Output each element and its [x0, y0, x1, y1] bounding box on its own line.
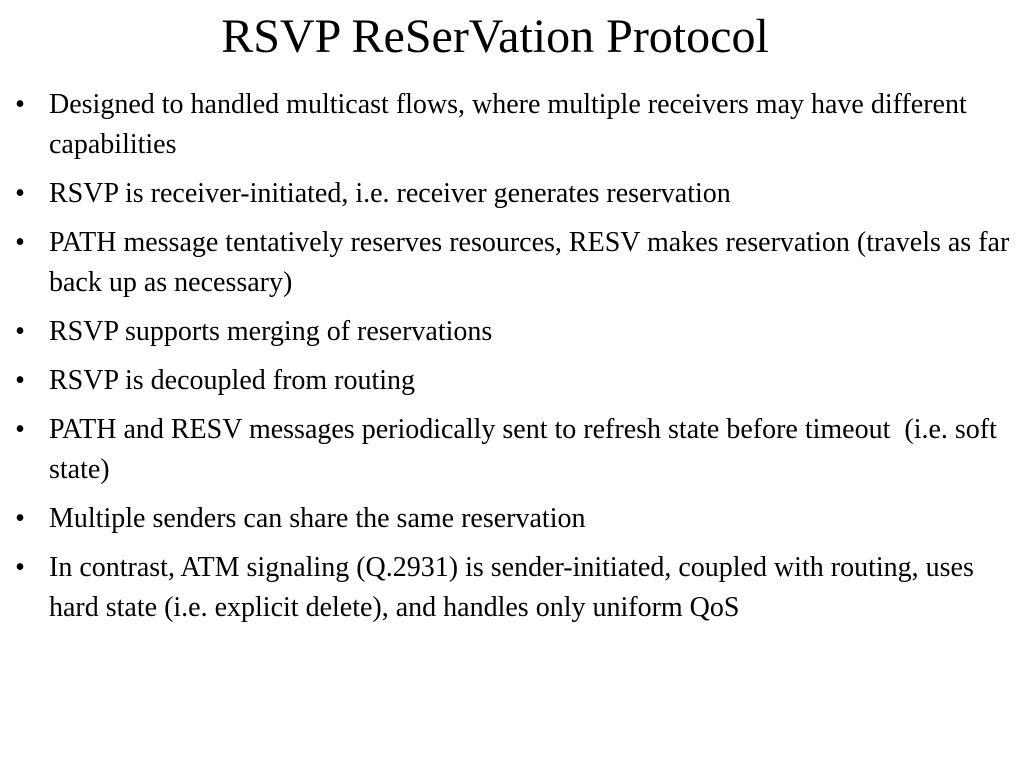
bullet-dot-icon: • — [15, 227, 25, 258]
bullet-text: RSVP supports merging of reservations — [49, 316, 493, 347]
slide-title: RSVP ReSerVation Protocol — [221, 10, 769, 63]
bullet-text: In contrast, ATM signaling (Q.2931) is sender-initiated, coupled with routing, uses hard state (i.e. explicit delete), and handles only uniform QoS — [49, 552, 974, 623]
bullet-text: PATH message tentatively reserves resources, RESV makes reservation (travels as far back up as necessary) — [49, 227, 1010, 298]
bullet-dot-icon: • — [15, 178, 25, 209]
bullet-dot-icon: • — [15, 365, 25, 396]
bullet-dot-icon: • — [15, 414, 25, 445]
bullet-dot-icon: • — [15, 89, 25, 120]
bullet-item — [0, 410, 1020, 490]
bullet-item — [0, 361, 1020, 401]
bullet-text: RSVP is decoupled from routing — [49, 365, 416, 396]
bullet-dot-icon: • — [15, 552, 25, 583]
bullet-item — [0, 85, 1020, 165]
bullet-item — [0, 499, 1020, 539]
bullet-text: Multiple senders can share the same reservation — [49, 503, 586, 534]
bullet-item — [0, 174, 1020, 214]
bullet-item — [0, 548, 1020, 628]
bullet-dot-icon: • — [15, 316, 25, 347]
bullet-dot-icon: • — [15, 503, 25, 534]
bullet-text: RSVP is receiver-initiated, i.e. receiver generates reservation — [49, 178, 731, 209]
bullet-item — [0, 223, 1020, 303]
bullet-text: Designed to handled multicast flows, where multiple receivers may have different capabilities — [49, 89, 967, 160]
bullet-text: PATH and RESV messages periodically sent to refresh state before timeout (i.e. soft state) — [49, 414, 1004, 485]
bullet-item — [0, 312, 1020, 352]
bullet-list — [0, 85, 1020, 637]
